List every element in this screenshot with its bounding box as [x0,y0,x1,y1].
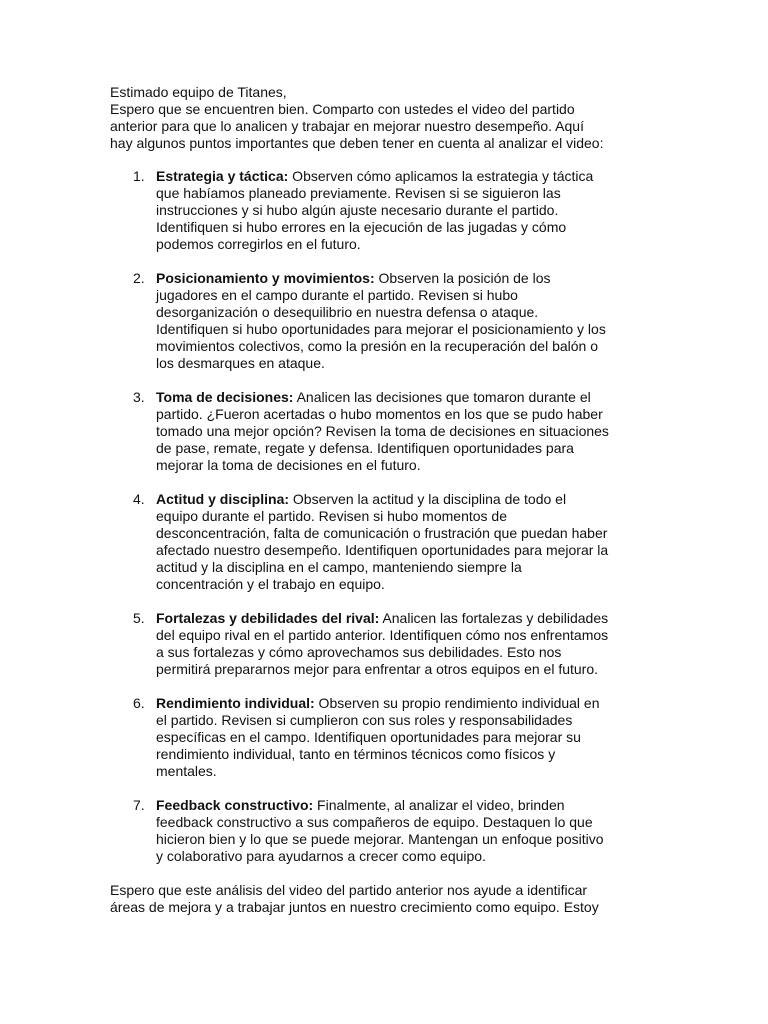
item-number: 3. [133,389,145,405]
item-title: Fortalezas y debilidades del rival: [156,610,380,626]
item-text: Observen la actitud y la disciplina de todo el [289,491,567,507]
intro-line: hay algunos puntos importantes que deben tener en cuenta al analizar el video: [110,135,604,151]
closing-paragraph [110,882,670,916]
item-line: desconcentración, falta de comunicación o frustración que puedan haber [156,525,608,541]
item-line: específicas en el campo. Identifiquen oportunidades para mejorar su [156,729,581,745]
item-number: 1. [133,168,145,184]
item-title: Rendimiento individual: [156,695,315,711]
item-number: 7. [133,797,145,813]
item-number: 2. [133,270,145,286]
closing-line: áreas de mejora y a trabajar juntos en nuestro crecimiento como equipo. Estoy [110,899,599,915]
item-line: que habíamos planeado previamente. Revisen si se siguieron las [156,185,561,201]
intro-line: Espero que se encuentren bien. Comparto con ustedes el video del partido [110,101,575,117]
item-line: Identifiquen si hubo errores en la ejecución de las jugadas y cómo [156,219,567,235]
item-line: tomado una mejor opción? Revisen la toma de decisiones en situaciones [156,423,609,439]
item-title: Toma de decisiones: [156,389,294,405]
list-item [110,610,670,678]
list-item [110,168,670,253]
item-line: podemos corregirlos en el futuro. [156,236,361,252]
item-text: Finalmente, al analizar el video, brinden [313,797,565,813]
item-number: 6. [133,695,145,711]
item-line: Identifiquen si hubo oportunidades para mejorar el posicionamiento y los [156,321,606,337]
list-item [110,695,670,780]
item-title: Feedback constructivo: [156,797,314,813]
item-line: equipo durante el partido. Revisen si hubo momentos de [156,508,507,524]
item-line: hicieron bien y lo que se puede mejorar. Mantengan un enfoque positivo [156,831,604,847]
intro-line: anterior para que lo analicen y trabajar en mejorar nuestro desempeño. Aquí [110,118,584,134]
intro-paragraph [110,101,670,152]
item-line: a sus fortalezas y cómo aprovechamos sus debilidades. Esto nos [156,644,562,660]
item-title: Actitud y disciplina: [156,491,290,507]
item-line: permitirá prepararnos mejor para enfrentar a otros equipos en el futuro. [156,661,599,677]
item-title: Posicionamiento y movimientos: [156,270,375,286]
item-line: los desmarques en ataque. [156,355,325,371]
list-item [110,491,670,593]
item-line: del equipo rival en el partido anterior. Identifiquen cómo nos enfrentamos [156,627,609,643]
item-line: concentración y el trabajo en equipo. [156,576,385,592]
list-item [110,270,670,372]
item-number: 5. [133,610,145,626]
greeting: Estimado equipo de Titanes, [110,84,287,100]
closing-line: Espero que este análisis del video del partido anterior nos ayude a identificar [110,882,588,898]
item-line: movimientos colectivos, como la presión en la recuperación del balón o [156,338,599,354]
item-line: jugadores en el campo durante el partido. Revisen si hubo [156,287,518,303]
list-item [110,389,670,474]
points-list [110,168,670,865]
item-text: Observen cómo aplicamos la estrategia y táctica [288,168,594,184]
item-line: rendimiento individual, tanto en términos técnicos como físicos y [156,746,556,762]
item-text: Observen la posición de los [374,270,551,286]
item-line: mejorar la toma de decisiones en el futuro. [156,457,421,473]
document-page [110,84,670,916]
item-text: Analicen las fortalezas y debilidades [379,610,609,626]
item-line: actitud y la disciplina en el campo, manteniendo siempre la [156,559,522,575]
item-line: mentales. [156,763,217,779]
item-number: 4. [133,491,145,507]
item-line: el partido. Revisen si cumplieron con sus roles y responsabilidades [156,712,573,728]
item-line: instrucciones y si hubo algún ajuste necesario durante el partido. [156,202,559,218]
item-line: de pase, remate, regate y defensa. Identifiquen oportunidades para [156,440,574,456]
item-title: Estrategia y táctica: [156,168,289,184]
item-text: Observen su propio rendimiento individual en [314,695,600,711]
item-line: y colaborativo para ayudarnos a crecer como equipo. [156,848,486,864]
list-item [110,797,670,865]
item-line: afectado nuestro desempeño. Identifiquen oportunidades para mejorar la [156,542,609,558]
item-line: partido. ¿Fueron acertadas o hubo momentos en los que se pudo haber [156,406,603,422]
item-line: desorganización o desequilibrio en nuestra defensa o ataque. [156,304,539,320]
item-line: feedback constructivo a sus compañeros de equipo. Destaquen lo que [156,814,593,830]
item-text: Analicen las decisiones que tomaron durante el [293,389,591,405]
